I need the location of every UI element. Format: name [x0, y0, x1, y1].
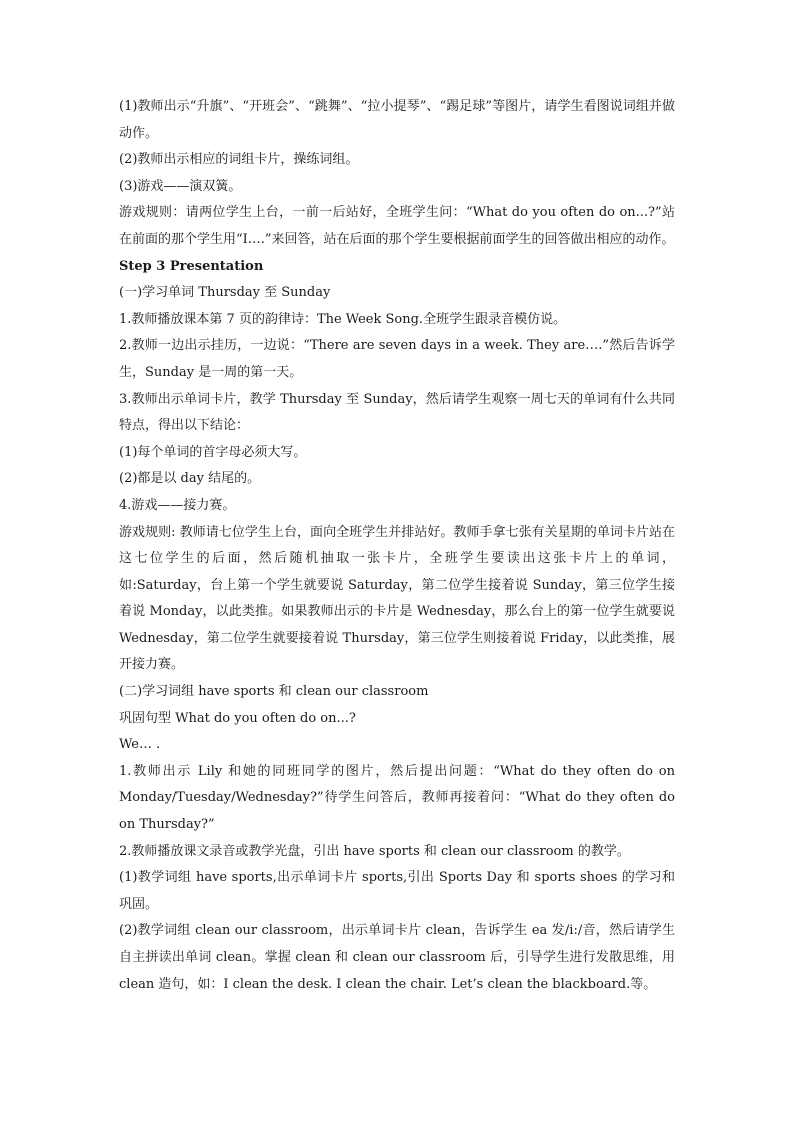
paragraph: 4.游戏——接力赛。: [119, 497, 236, 513]
paragraph: 1.教师出示 Lily 和她的同班同学的图片，然后提出问题：“What do they often do on Monday/Tuesday/Wednesday?”待学生问答后，教师再接着问：“What do they often do on Thursday?”: [119, 763, 675, 833]
paragraph: (二)学习词组 have sports 和 clean our classroom: [119, 684, 429, 700]
paragraph: (3)游戏——演双簧。: [119, 178, 242, 194]
paragraph: (2)教师出示相应的词组卡片，操练词组。: [119, 152, 359, 168]
paragraph: We… .: [119, 737, 161, 753]
paragraph: 游戏规则：请两位学生上台，一前一后站好，全班学生问：“What do you often do on...?”站在前面的那个学生用“I….”来回答，站在后面的那个学生要根据前面学生的回答做出相应的动作。: [119, 205, 675, 247]
paragraph: 游戏规则: 教师请七位学生上台，面向全班学生并排站好。教师手拿七张有关星期的单词卡片站在这七位学生的后面，然后随机抽取一张卡片，全班学生要读出这张卡片上的单词，如:Saturday，台上第一个学生就要说 Saturday，第二位学生接着说 Sunday，第三位学生接着说 Monday，以此类推。如果教师出示的卡片是 Wednesday，那么台上的第一位学生就要说 Wednesday，第二位学生就要接着说 Thursday，第三位学生则接着说 Friday，以此类推，展开接力赛。: [119, 524, 675, 673]
paragraph: (2)教学词组 clean our classroom，出示单词卡片 clean，告诉学生 ea 发/i:/音，然后请学生自主拼读出单词 clean。掌握 clean 和 clean our classroom 后，引导学生进行发散思维，用 clean 造句，如：I clean the desk. I clean the chair. Let’s clean the blackboard.等。: [119, 923, 675, 992]
paragraph: 3.教师出示单词卡片，教学 Thursday 至 Sunday，然后请学生观察一周七天的单词有什么共同特点，得出以下结论：: [119, 391, 675, 434]
section-heading: Step 3 Presentation: [119, 258, 264, 274]
paragraph: 2.教师播放课文录音或教学光盘，引出 have sports 和 clean our classroom 的教学。: [119, 843, 630, 859]
paragraph: 2.教师一边出示挂历，一边说：“There are seven days in a week. They are….”然后告诉学生，Sunday 是一周的第一天。: [119, 338, 675, 380]
paragraph: (1)每个单词的首字母必须大写。: [119, 444, 307, 460]
document-body: [119, 94, 675, 998]
paragraph: (一)学习单词 Thursday 至 Sunday: [119, 285, 331, 301]
paragraph: (1)教师出示“升旗”、“开班会”、“跳舞”、“拉小提琴”、“踢足球”等图片，请学生看图说词组并做动作。: [119, 99, 675, 141]
paragraph: (1)教学词组 have sports,出示单词卡片 sports,引出 Sports Day 和 sports shoes 的学习和巩固。: [119, 870, 675, 912]
paragraph: (2)都是以 day 结尾的。: [119, 471, 261, 487]
paragraph: 巩固句型 What do you often do on...?: [119, 710, 356, 726]
paragraph: 1.教师播放课本第 7 页的韵律诗：The Week Song.全班学生跟录音模仿说。: [119, 311, 567, 327]
